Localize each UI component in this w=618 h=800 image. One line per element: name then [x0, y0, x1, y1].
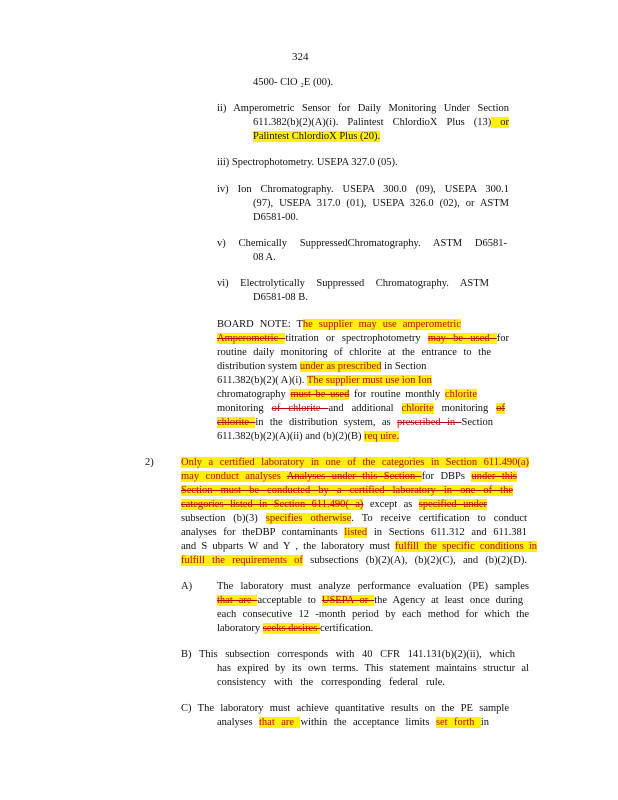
board-note-line-3: routine daily monitoring of chlorite at the entrance to the: [217, 347, 491, 358]
subparagraph-C-line-2: [217, 716, 489, 730]
paragraph-2-line-2: [181, 470, 517, 484]
item-ii-line-3: [253, 130, 380, 144]
inserted-text: The supplier must use ion Ion: [306, 375, 432, 386]
board-note-text: monitoring: [433, 403, 497, 414]
paragraph-text: analyses: [217, 717, 260, 728]
inserted-text: set forth: [435, 717, 481, 728]
paragraph-2-line-5: [181, 512, 527, 526]
item-iii-line: iii) Spectrophotometry. USEPA 327.0 (05).: [217, 157, 398, 168]
board-note-line-4: [217, 360, 426, 374]
subparagraph-A-line-3: each consecutive 12 -month period by each method for which the: [217, 609, 529, 620]
method-4500-line: 4500- ClO ₂E (00).: [253, 77, 334, 88]
inserted-text: under as prescribed: [299, 361, 382, 372]
paragraph-text: and S ubparts W and Y , the laboratory must: [181, 541, 396, 552]
inserted-text: or: [491, 117, 509, 128]
deleted-text: under this: [471, 471, 518, 482]
inserted-text: that are: [259, 717, 301, 728]
board-note-line-9: [217, 430, 399, 444]
subparagraph-B-line-1: B) This subsection corresponds with 40 CFR 141.131(b)(2)(ii), which: [181, 649, 515, 660]
paragraph-text: . To receive certification to conduct: [351, 513, 527, 524]
item-v-line-1: v) Chemically SuppressedChromatography. ASTM D6581-: [217, 238, 507, 249]
inserted-text: specifies otherwise: [265, 513, 352, 524]
board-note-text: 611.382(b)(2)( A)(i).: [217, 375, 307, 386]
inserted-text: he supplier may use amperometric: [302, 319, 461, 330]
paragraph-text: laboratory: [217, 623, 263, 634]
paragraph-2-line-6: [181, 526, 527, 540]
inserted-text: .: [396, 431, 400, 442]
inserted-text: Only a certified laboratory in one of the categories in Section 611.490(a): [181, 457, 529, 468]
deleted-text: Amperometric: [217, 333, 286, 344]
deleted-text: Analyses under this Section: [286, 471, 422, 482]
deleted-text: chlorite: [217, 417, 256, 428]
board-note-text: 611.382(b)(2)(A)(ii) and (b)(2)(B): [217, 431, 365, 442]
paragraph-text: subsection (b)(3): [181, 513, 266, 524]
inserted-text: may conduct analyses: [181, 471, 287, 482]
subparagraph-A-line-1: The laboratory must analyze performance evaluation (PE) samples: [217, 581, 529, 592]
board-note-text: chromatography: [217, 389, 291, 400]
subparagraph-B-line-3: consistency with the corresponding federal rule.: [217, 677, 445, 688]
board-note-line-2: [217, 332, 509, 346]
subparagraph-C-line-1: C) The laboratory must achieve quantitative results on the PE sample: [181, 703, 509, 714]
inserted-text: .: [377, 131, 381, 142]
paragraph-text: acceptable to: [257, 595, 322, 606]
deleted-text: specified under: [418, 499, 487, 510]
deleted-text: of chlorite: [271, 403, 329, 414]
deleted-text: seeks desires: [262, 623, 320, 634]
board-note-text: for routine monthly: [349, 389, 445, 400]
item-iv-line-3: D6581-00.: [253, 212, 299, 223]
paragraph-text: in: [480, 717, 490, 728]
paragraph-text: except as: [363, 499, 419, 510]
board-note-line-5: [217, 374, 432, 388]
paragraph-2-line-7: [181, 540, 537, 554]
board-note-label: BOARD NOTE: T: [217, 319, 303, 330]
paragraph-text: subsections (b)(2)(A), (b)(2)(C), and (b)(2)(D).: [302, 555, 527, 566]
paragraph-2-line-1: [181, 456, 529, 470]
item-vi-line-1: vi) Electrolytically Suppressed Chromatography. ASTM: [217, 278, 489, 289]
board-note-text: distribution system: [217, 361, 300, 372]
board-note-line-7: [217, 402, 505, 416]
inserted-text: chlorite: [444, 389, 477, 400]
deleted-text: categories listed in Section 611.490( a): [181, 499, 364, 510]
subparagraph-B-line-2: has expired by its own terms. This statement maintains structur al: [217, 663, 529, 674]
board-note-text: for: [496, 333, 509, 344]
subparagraph-A-label: A): [181, 581, 193, 592]
item-v-line-2: 08 A.: [253, 252, 276, 263]
paragraph-2-line-8: [181, 554, 527, 568]
board-note-text: Section: [461, 417, 493, 428]
board-note-text: in Section: [381, 361, 427, 372]
paragraph-2-line-3: [181, 484, 513, 498]
paragraph-text: for DBPs: [421, 471, 472, 482]
paragraph-text: the Agency at least once during: [374, 595, 524, 606]
paragraph-2-line-4: [181, 498, 487, 512]
deleted-text: prescribed in: [396, 417, 462, 428]
item-ii-line-2: [253, 116, 509, 130]
board-note-text: monitoring: [217, 403, 272, 414]
deleted-text: USEPA or: [321, 595, 375, 606]
deleted-text: that are: [217, 595, 258, 606]
item-iv-line-2: (97), USEPA 317.0 (01), USEPA 326.0 (02), or ASTM: [253, 198, 509, 209]
board-note-text: titration or spectrophotometry: [285, 333, 428, 344]
item-vi-line-2: D6581-08 B.: [253, 292, 308, 303]
subparagraph-A-line-4: [217, 622, 373, 636]
deleted-text: Section must be conducted by a certified laboratory in one of the: [181, 485, 513, 496]
board-note-text: in the distribution system, as: [255, 417, 397, 428]
inserted-text: Palintest ChlordioX Plus (20): [253, 131, 378, 142]
paragraph-text: in Sections 611.312 and 611.381: [367, 527, 527, 538]
board-note-line-1: [217, 318, 461, 332]
item-iv-line-1: iv) Ion Chromatography. USEPA 300.0 (09), USEPA 300.1: [217, 184, 509, 195]
inserted-text: chlorite: [401, 403, 434, 414]
item-ii-line-1: ii) Amperometric Sensor for Daily Monitoring Under Section: [217, 103, 509, 114]
inserted-text: fulfill the specific conditions in: [395, 541, 537, 552]
inserted-text: listed: [344, 527, 368, 538]
deleted-text: may be used: [427, 333, 497, 344]
item-ii-text: 611.382(b)(2)(A)(i). Palintest ChlordioX Plus (13): [253, 117, 492, 128]
paragraph-2-number: 2): [145, 457, 154, 468]
page-number: 324: [292, 51, 309, 63]
inserted-text: req uire: [364, 431, 397, 442]
paragraph-text: certification.: [319, 623, 374, 634]
inserted-text: fulfill the requirements of: [181, 555, 303, 566]
board-note-text: and additional: [328, 403, 402, 414]
subparagraph-A-line-2: [217, 594, 523, 608]
deleted-text: must be used: [290, 389, 350, 400]
paragraph-text: analyses for theDBP contaminants: [181, 527, 345, 538]
board-note-line-6: [217, 388, 477, 402]
board-note-line-8: [217, 416, 493, 430]
paragraph-text: within the acceptance limits: [300, 717, 436, 728]
deleted-text: of: [496, 403, 505, 414]
